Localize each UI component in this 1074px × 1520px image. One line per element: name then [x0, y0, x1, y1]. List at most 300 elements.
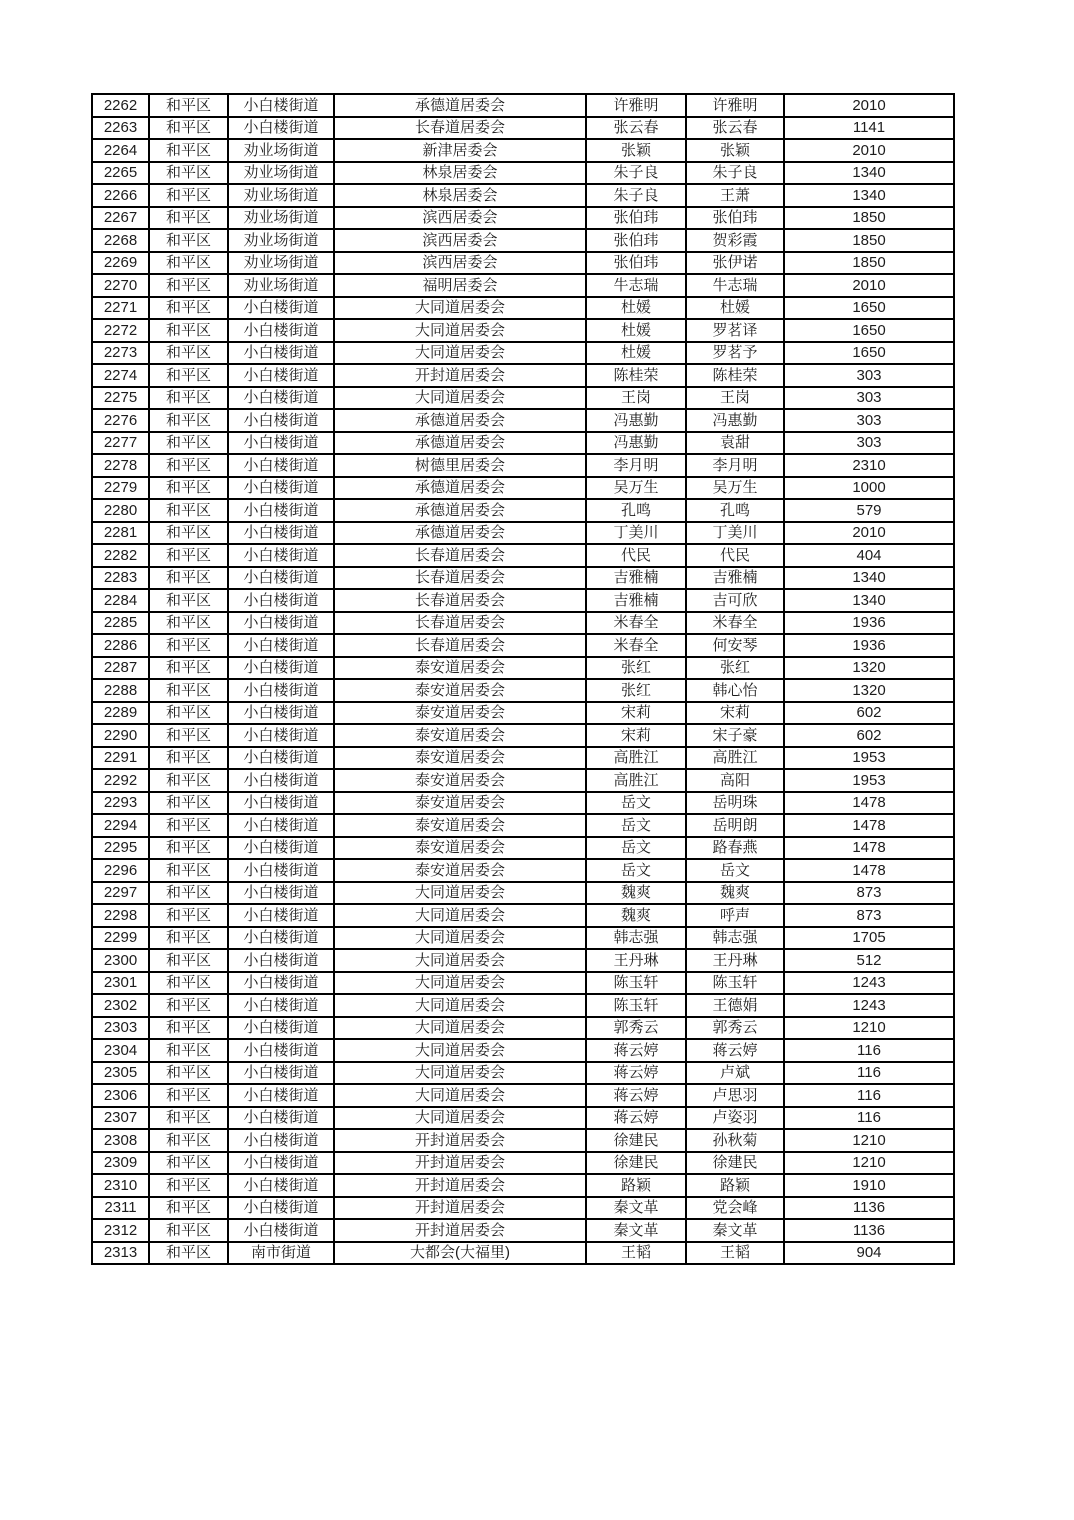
- cell-street: 小白楼街道: [228, 1219, 334, 1242]
- cell-code: 1210: [784, 1152, 954, 1175]
- cell-district: 和平区: [149, 319, 228, 342]
- cell-serial: 2271: [92, 297, 149, 320]
- cell-committee: 长春道居委会: [334, 589, 586, 612]
- cell-name_a: 陈桂荣: [586, 364, 686, 387]
- cell-name_b: 丁美川: [686, 522, 784, 545]
- table-row: [92, 387, 954, 410]
- cell-name_b: 魏爽: [686, 882, 784, 905]
- cell-serial: 2284: [92, 589, 149, 612]
- cell-committee: 泰安道居委会: [334, 724, 586, 747]
- table-row: [92, 567, 954, 590]
- cell-code: 2010: [784, 522, 954, 545]
- cell-district: 和平区: [149, 162, 228, 185]
- cell-district: 和平区: [149, 1017, 228, 1040]
- cell-name_a: 岳文: [586, 814, 686, 837]
- cell-name_b: 秦文革: [686, 1219, 784, 1242]
- cell-code: 1953: [784, 769, 954, 792]
- cell-name_b: 何安琴: [686, 634, 784, 657]
- cell-street: 小白楼街道: [228, 882, 334, 905]
- cell-name_b: 吉雅楠: [686, 567, 784, 590]
- cell-code: 602: [784, 724, 954, 747]
- cell-name_b: 孔鸣: [686, 499, 784, 522]
- cell-serial: 2262: [92, 94, 149, 117]
- cell-street: 劝业场街道: [228, 229, 334, 252]
- cell-street: 小白楼街道: [228, 1084, 334, 1107]
- cell-serial: 2286: [92, 634, 149, 657]
- cell-street: 小白楼街道: [228, 364, 334, 387]
- cell-name_b: 张伯玮: [686, 207, 784, 230]
- cell-name_a: 陈玉轩: [586, 994, 686, 1017]
- cell-district: 和平区: [149, 229, 228, 252]
- table-row: [92, 859, 954, 882]
- cell-name_a: 高胜江: [586, 747, 686, 770]
- cell-name_b: 王岗: [686, 387, 784, 410]
- cell-code: 303: [784, 364, 954, 387]
- cell-name_b: 岳文: [686, 859, 784, 882]
- cell-serial: 2285: [92, 612, 149, 635]
- cell-name_a: 王韬: [586, 1242, 686, 1265]
- cell-committee: 开封道居委会: [334, 364, 586, 387]
- cell-committee: 泰安道居委会: [334, 657, 586, 680]
- cell-name_b: 徐建民: [686, 1152, 784, 1175]
- cell-committee: 大同道居委会: [334, 342, 586, 365]
- cell-name_a: 冯惠勤: [586, 409, 686, 432]
- cell-street: 小白楼街道: [228, 949, 334, 972]
- cell-district: 和平区: [149, 589, 228, 612]
- table-row: [92, 904, 954, 927]
- cell-name_a: 蒋云婷: [586, 1039, 686, 1062]
- cell-street: 劝业场街道: [228, 139, 334, 162]
- cell-name_b: 贺彩霞: [686, 229, 784, 252]
- cell-serial: 2311: [92, 1197, 149, 1220]
- cell-street: 小白楼街道: [228, 612, 334, 635]
- cell-name_b: 王萧: [686, 184, 784, 207]
- cell-committee: 泰安道居委会: [334, 792, 586, 815]
- cell-name_b: 吴万生: [686, 477, 784, 500]
- cell-code: 116: [784, 1039, 954, 1062]
- cell-committee: 大同道居委会: [334, 882, 586, 905]
- cell-district: 和平区: [149, 657, 228, 680]
- cell-committee: 长春道居委会: [334, 612, 586, 635]
- cell-name_b: 高阳: [686, 769, 784, 792]
- cell-district: 和平区: [149, 702, 228, 725]
- table-row: [92, 522, 954, 545]
- cell-name_b: 张云春: [686, 117, 784, 140]
- cell-district: 和平区: [149, 184, 228, 207]
- cell-serial: 2309: [92, 1152, 149, 1175]
- cell-committee: 树德里居委会: [334, 454, 586, 477]
- cell-name_a: 蒋云婷: [586, 1084, 686, 1107]
- cell-street: 南市街道: [228, 1242, 334, 1265]
- cell-street: 劝业场街道: [228, 184, 334, 207]
- cell-name_a: 宋莉: [586, 702, 686, 725]
- cell-name_a: 魏爽: [586, 882, 686, 905]
- cell-district: 和平区: [149, 454, 228, 477]
- cell-name_a: 张伯玮: [586, 252, 686, 275]
- table-row: [92, 1039, 954, 1062]
- cell-street: 劝业场街道: [228, 207, 334, 230]
- cell-serial: 2288: [92, 679, 149, 702]
- cell-district: 和平区: [149, 1197, 228, 1220]
- cell-name_a: 徐建民: [586, 1152, 686, 1175]
- table-row: [92, 454, 954, 477]
- cell-street: 劝业场街道: [228, 252, 334, 275]
- cell-district: 和平区: [149, 972, 228, 995]
- cell-name_b: 王德娟: [686, 994, 784, 1017]
- table-row: [92, 634, 954, 657]
- cell-street: 小白楼街道: [228, 477, 334, 500]
- cell-serial: 2289: [92, 702, 149, 725]
- cell-name_b: 张伊诺: [686, 252, 784, 275]
- cell-name_a: 杜媛: [586, 319, 686, 342]
- cell-name_b: 岳明朗: [686, 814, 784, 837]
- cell-code: 1650: [784, 342, 954, 365]
- cell-committee: 大同道居委会: [334, 904, 586, 927]
- cell-code: 1320: [784, 657, 954, 680]
- cell-name_b: 代民: [686, 544, 784, 567]
- cell-name_a: 张伯玮: [586, 207, 686, 230]
- table-row: [92, 589, 954, 612]
- cell-district: 和平区: [149, 94, 228, 117]
- cell-committee: 承德道居委会: [334, 499, 586, 522]
- cell-name_b: 宋子豪: [686, 724, 784, 747]
- cell-committee: 大同道居委会: [334, 319, 586, 342]
- cell-district: 和平区: [149, 882, 228, 905]
- cell-code: 1705: [784, 927, 954, 950]
- cell-name_a: 路颖: [586, 1174, 686, 1197]
- cell-name_b: 朱子良: [686, 162, 784, 185]
- cell-committee: 泰安道居委会: [334, 747, 586, 770]
- cell-name_b: 冯惠勤: [686, 409, 784, 432]
- cell-serial: 2291: [92, 747, 149, 770]
- cell-serial: 2307: [92, 1107, 149, 1130]
- cell-district: 和平区: [149, 1062, 228, 1085]
- cell-code: 303: [784, 387, 954, 410]
- cell-serial: 2299: [92, 927, 149, 950]
- table-row: [92, 994, 954, 1017]
- cell-district: 和平区: [149, 544, 228, 567]
- cell-serial: 2281: [92, 522, 149, 545]
- cell-street: 小白楼街道: [228, 702, 334, 725]
- cell-name_b: 牛志瑞: [686, 274, 784, 297]
- cell-street: 小白楼街道: [228, 589, 334, 612]
- cell-street: 小白楼街道: [228, 297, 334, 320]
- table-row: [92, 319, 954, 342]
- cell-name_a: 岳文: [586, 792, 686, 815]
- cell-code: 1243: [784, 994, 954, 1017]
- cell-code: 1141: [784, 117, 954, 140]
- cell-name_b: 呼声: [686, 904, 784, 927]
- cell-name_b: 张颖: [686, 139, 784, 162]
- cell-committee: 承德道居委会: [334, 432, 586, 455]
- cell-district: 和平区: [149, 612, 228, 635]
- cell-street: 小白楼街道: [228, 994, 334, 1017]
- cell-committee: 长春道居委会: [334, 634, 586, 657]
- cell-committee: 长春道居委会: [334, 117, 586, 140]
- cell-committee: 长春道居委会: [334, 567, 586, 590]
- cell-committee: 福明居委会: [334, 274, 586, 297]
- cell-committee: 泰安道居委会: [334, 859, 586, 882]
- cell-serial: 2301: [92, 972, 149, 995]
- cell-committee: 滨西居委会: [334, 229, 586, 252]
- cell-serial: 2294: [92, 814, 149, 837]
- cell-code: 1850: [784, 229, 954, 252]
- cell-committee: 开封道居委会: [334, 1197, 586, 1220]
- cell-code: 512: [784, 949, 954, 972]
- cell-street: 小白楼街道: [228, 1129, 334, 1152]
- cell-street: 小白楼街道: [228, 387, 334, 410]
- table-row: [92, 1107, 954, 1130]
- cell-code: 116: [784, 1062, 954, 1085]
- cell-serial: 2290: [92, 724, 149, 747]
- cell-name_a: 张伯玮: [586, 229, 686, 252]
- cell-street: 小白楼街道: [228, 432, 334, 455]
- cell-district: 和平区: [149, 1107, 228, 1130]
- cell-street: 小白楼街道: [228, 409, 334, 432]
- cell-name_b: 卢姿羽: [686, 1107, 784, 1130]
- cell-name_b: 岳明珠: [686, 792, 784, 815]
- table-row: [92, 657, 954, 680]
- cell-name_a: 徐建民: [586, 1129, 686, 1152]
- cell-district: 和平区: [149, 432, 228, 455]
- cell-serial: 2267: [92, 207, 149, 230]
- table-row: [92, 1219, 954, 1242]
- cell-code: 116: [784, 1107, 954, 1130]
- cell-name_b: 韩心怡: [686, 679, 784, 702]
- cell-code: 1320: [784, 679, 954, 702]
- cell-serial: 2268: [92, 229, 149, 252]
- table-row: [92, 702, 954, 725]
- cell-serial: 2297: [92, 882, 149, 905]
- cell-street: 小白楼街道: [228, 94, 334, 117]
- cell-committee: 承德道居委会: [334, 477, 586, 500]
- cell-name_a: 王岗: [586, 387, 686, 410]
- cell-street: 小白楼街道: [228, 117, 334, 140]
- cell-district: 和平区: [149, 949, 228, 972]
- table-row: [92, 229, 954, 252]
- cell-committee: 新津居委会: [334, 139, 586, 162]
- cell-committee: 林泉居委会: [334, 162, 586, 185]
- cell-district: 和平区: [149, 769, 228, 792]
- cell-name_b: 米春全: [686, 612, 784, 635]
- cell-district: 和平区: [149, 342, 228, 365]
- table-row: [92, 544, 954, 567]
- cell-serial: 2303: [92, 1017, 149, 1040]
- cell-committee: 开封道居委会: [334, 1174, 586, 1197]
- cell-committee: 林泉居委会: [334, 184, 586, 207]
- cell-name_b: 王丹琳: [686, 949, 784, 972]
- cell-name_b: 张红: [686, 657, 784, 680]
- table-row: [92, 972, 954, 995]
- cell-committee: 开封道居委会: [334, 1152, 586, 1175]
- cell-name_a: 冯惠勤: [586, 432, 686, 455]
- cell-name_a: 秦文革: [586, 1197, 686, 1220]
- cell-district: 和平区: [149, 297, 228, 320]
- table-row: [92, 949, 954, 972]
- cell-name_a: 丁美川: [586, 522, 686, 545]
- cell-code: 1953: [784, 747, 954, 770]
- cell-name_a: 陈玉轩: [586, 972, 686, 995]
- cell-district: 和平区: [149, 139, 228, 162]
- cell-serial: 2287: [92, 657, 149, 680]
- cell-street: 小白楼街道: [228, 837, 334, 860]
- cell-district: 和平区: [149, 747, 228, 770]
- cell-street: 小白楼街道: [228, 522, 334, 545]
- table-row: [92, 1152, 954, 1175]
- cell-street: 小白楼街道: [228, 927, 334, 950]
- table-row: [92, 364, 954, 387]
- cell-name_b: 路春燕: [686, 837, 784, 860]
- cell-name_a: 高胜江: [586, 769, 686, 792]
- cell-street: 小白楼街道: [228, 859, 334, 882]
- cell-name_b: 罗茗译: [686, 319, 784, 342]
- cell-serial: 2310: [92, 1174, 149, 1197]
- cell-code: 1850: [784, 252, 954, 275]
- cell-code: 2010: [784, 274, 954, 297]
- table-row: [92, 1197, 954, 1220]
- cell-name_a: 吉雅楠: [586, 567, 686, 590]
- cell-serial: 2264: [92, 139, 149, 162]
- cell-district: 和平区: [149, 927, 228, 950]
- cell-code: 1210: [784, 1017, 954, 1040]
- cell-serial: 2296: [92, 859, 149, 882]
- cell-name_b: 郭秀云: [686, 1017, 784, 1040]
- cell-name_a: 吉雅楠: [586, 589, 686, 612]
- cell-district: 和平区: [149, 837, 228, 860]
- cell-serial: 2279: [92, 477, 149, 500]
- cell-committee: 大同道居委会: [334, 387, 586, 410]
- cell-serial: 2278: [92, 454, 149, 477]
- table-row: [92, 207, 954, 230]
- cell-street: 小白楼街道: [228, 904, 334, 927]
- cell-street: 劝业场街道: [228, 274, 334, 297]
- cell-code: 303: [784, 409, 954, 432]
- cell-committee: 泰安道居委会: [334, 679, 586, 702]
- cell-code: 1340: [784, 567, 954, 590]
- cell-district: 和平区: [149, 499, 228, 522]
- cell-code: 1478: [784, 814, 954, 837]
- cell-name_a: 李月明: [586, 454, 686, 477]
- cell-district: 和平区: [149, 634, 228, 657]
- cell-name_a: 代民: [586, 544, 686, 567]
- cell-name_a: 朱子良: [586, 184, 686, 207]
- cell-name_b: 宋莉: [686, 702, 784, 725]
- cell-district: 和平区: [149, 522, 228, 545]
- cell-serial: 2306: [92, 1084, 149, 1107]
- cell-serial: 2269: [92, 252, 149, 275]
- table-row: [92, 1062, 954, 1085]
- cell-code: 873: [784, 904, 954, 927]
- cell-name_a: 魏爽: [586, 904, 686, 927]
- cell-street: 小白楼街道: [228, 657, 334, 680]
- table-row: [92, 1242, 954, 1265]
- cell-street: 劝业场街道: [228, 162, 334, 185]
- cell-name_a: 米春全: [586, 612, 686, 635]
- table-row: [92, 792, 954, 815]
- cell-street: 小白楼街道: [228, 319, 334, 342]
- cell-code: 1478: [784, 792, 954, 815]
- cell-code: 1910: [784, 1174, 954, 1197]
- cell-committee: 开封道居委会: [334, 1219, 586, 1242]
- cell-name_a: 米春全: [586, 634, 686, 657]
- cell-district: 和平区: [149, 409, 228, 432]
- cell-serial: 2274: [92, 364, 149, 387]
- cell-code: 1000: [784, 477, 954, 500]
- cell-name_a: 孔鸣: [586, 499, 686, 522]
- cell-name_a: 杜媛: [586, 342, 686, 365]
- cell-name_b: 蒋云婷: [686, 1039, 784, 1062]
- cell-committee: 泰安道居委会: [334, 837, 586, 860]
- cell-code: 1936: [784, 612, 954, 635]
- cell-name_b: 党会峰: [686, 1197, 784, 1220]
- cell-name_a: 韩志强: [586, 927, 686, 950]
- cell-district: 和平区: [149, 364, 228, 387]
- cell-district: 和平区: [149, 1039, 228, 1062]
- cell-code: 579: [784, 499, 954, 522]
- table-row: [92, 252, 954, 275]
- cell-street: 小白楼街道: [228, 1062, 334, 1085]
- cell-code: 404: [784, 544, 954, 567]
- cell-street: 小白楼街道: [228, 544, 334, 567]
- cell-street: 小白楼街道: [228, 792, 334, 815]
- cell-street: 小白楼街道: [228, 1017, 334, 1040]
- cell-code: 303: [784, 432, 954, 455]
- cell-serial: 2304: [92, 1039, 149, 1062]
- cell-name_b: 路颖: [686, 1174, 784, 1197]
- cell-committee: 大同道居委会: [334, 927, 586, 950]
- cell-committee: 承德道居委会: [334, 522, 586, 545]
- cell-committee: 大同道居委会: [334, 949, 586, 972]
- cell-district: 和平区: [149, 477, 228, 500]
- cell-serial: 2293: [92, 792, 149, 815]
- cell-street: 小白楼街道: [228, 724, 334, 747]
- cell-district: 和平区: [149, 207, 228, 230]
- cell-committee: 大同道居委会: [334, 1107, 586, 1130]
- cell-street: 小白楼街道: [228, 1197, 334, 1220]
- cell-name_b: 罗茗予: [686, 342, 784, 365]
- cell-serial: 2298: [92, 904, 149, 927]
- cell-committee: 承德道居委会: [334, 94, 586, 117]
- table-row: [92, 1129, 954, 1152]
- table-row: [92, 882, 954, 905]
- cell-serial: 2263: [92, 117, 149, 140]
- table-row: [92, 162, 954, 185]
- cell-district: 和平区: [149, 1129, 228, 1152]
- table-row: [92, 724, 954, 747]
- cell-name_a: 蒋云婷: [586, 1062, 686, 1085]
- cell-name_a: 郭秀云: [586, 1017, 686, 1040]
- cell-street: 小白楼街道: [228, 747, 334, 770]
- cell-district: 和平区: [149, 1219, 228, 1242]
- cell-street: 小白楼街道: [228, 454, 334, 477]
- cell-name_b: 袁甜: [686, 432, 784, 455]
- cell-district: 和平区: [149, 792, 228, 815]
- cell-district: 和平区: [149, 724, 228, 747]
- table-row: [92, 769, 954, 792]
- cell-serial: 2313: [92, 1242, 149, 1265]
- cell-district: 和平区: [149, 387, 228, 410]
- cell-name_a: 岳文: [586, 837, 686, 860]
- cell-district: 和平区: [149, 994, 228, 1017]
- cell-serial: 2275: [92, 387, 149, 410]
- cell-code: 1650: [784, 319, 954, 342]
- cell-district: 和平区: [149, 1152, 228, 1175]
- cell-serial: 2272: [92, 319, 149, 342]
- cell-street: 小白楼街道: [228, 634, 334, 657]
- cell-committee: 大同道居委会: [334, 1017, 586, 1040]
- cell-code: 1478: [784, 859, 954, 882]
- cell-district: 和平区: [149, 904, 228, 927]
